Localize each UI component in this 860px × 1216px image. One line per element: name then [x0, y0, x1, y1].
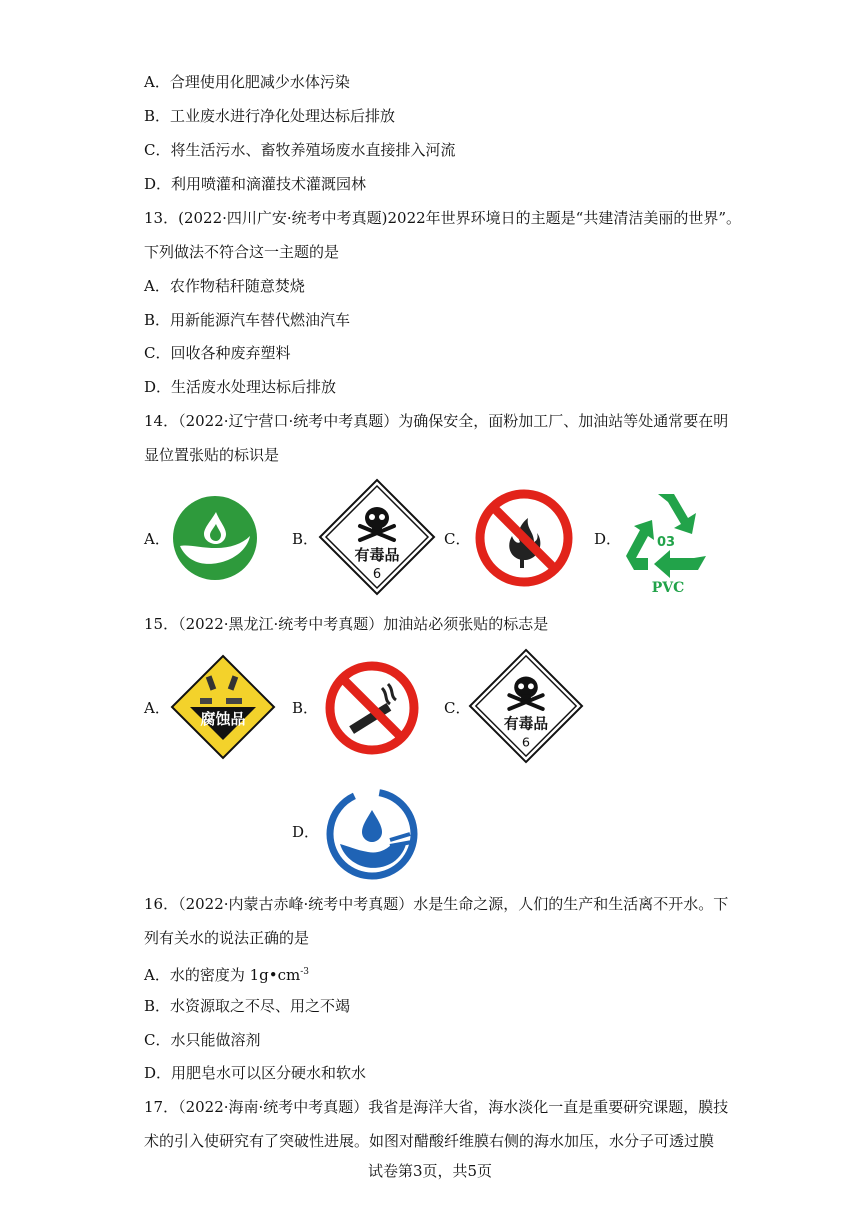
toxic-sign-text: 有毒品	[354, 546, 400, 564]
q16-option-a	[144, 962, 309, 985]
q15-label-b: B．	[292, 699, 319, 717]
q16-option-a-exponent: -3	[300, 967, 310, 977]
q17-stem-line2: 术的引入使研究有了突破性进展。如图对醋酸纤维膜右侧的海水加压，水分子可透过膜	[144, 1132, 715, 1150]
q12-option-d: D．利用喷灌和滴灌技术灌溉园林	[144, 175, 367, 193]
q14-stem-line1: 14．（2022·辽宁营口·统考中考真题）为确保安全，面粉加工厂、加油站等处通常要在明	[144, 412, 729, 430]
q12-option-c: C．将生活污水、畜牧养殖场废水直接排入河流	[144, 141, 456, 159]
q14-label-c: C．	[444, 530, 471, 548]
q13-option-a: A．农作物秸秆随意焚烧	[144, 277, 305, 295]
q13-stem-line1: 13．(2022·四川广安·统考中考真题)2022年世界环境日的主题是“共建清洁美丽的世界”。	[144, 209, 742, 227]
pvc-recycle-sign-icon	[618, 486, 714, 596]
q16-option-c: C．水只能做溶剂	[144, 1031, 261, 1049]
water-saving-sign-icon	[170, 494, 260, 582]
no-smoking-sign-icon	[324, 660, 420, 756]
no-open-flame-sign-icon	[474, 488, 574, 588]
q16-option-a-text: A．水的密度为 1g•cm	[144, 966, 301, 984]
q16-stem-line2: 列有关水的说法正确的是	[144, 929, 310, 947]
toxic-sign-number: 6	[372, 567, 382, 582]
q13-option-c: C．回收各种废弃塑料	[144, 344, 291, 362]
q12-option-b: B．工业废水进行净化处理达标后排放	[144, 107, 396, 125]
pvc-code: 03	[656, 535, 676, 550]
q15-label-d: D．	[292, 823, 320, 841]
q16-option-b: B．水资源取之不尽、用之不竭	[144, 997, 351, 1015]
q15-label-a: A．	[144, 699, 170, 717]
q13-option-d: D．生活废水处理达标后排放	[144, 378, 337, 396]
q17-stem-line1: 17．（2022·海南·统考中考真题）我省是海洋大省，海水淡化一直是重要研究课题，膜技	[144, 1098, 729, 1116]
q14-label-a: A．	[144, 530, 170, 548]
q13-option-b: B．用新能源汽车替代燃油汽车	[144, 311, 351, 329]
q16-stem-line1: 16．（2022·内蒙古赤峰·统考中考真题）水是生命之源，人们的生产和生活离不开水。下	[144, 895, 729, 913]
page-footer: 试卷第3页，共5页	[367, 1162, 493, 1180]
q16-option-d: D．用肥皂水可以区分硬水和软水	[144, 1064, 367, 1082]
q15-stem: 15．（2022·黑龙江·统考中考真题）加油站必须张贴的标志是	[144, 615, 549, 633]
toxic-sign-text: 有毒品	[503, 715, 549, 733]
pvc-text: PVC	[651, 580, 685, 596]
q14-label-b: B．	[292, 530, 319, 548]
q15-label-c: C．	[444, 699, 471, 717]
corrosive-sign-icon	[170, 654, 276, 760]
water-saving-hand-sign-icon	[326, 788, 418, 880]
q14-label-d: D．	[594, 530, 622, 548]
q12-option-a: A．合理使用化肥减少水体污染	[144, 73, 350, 91]
q14-stem-line2: 显位置张贴的标识是	[144, 446, 280, 464]
toxic-substance-sign-icon	[318, 478, 436, 596]
q13-stem-line2: 下列做法不符合这一主题的是	[144, 243, 340, 261]
corrosive-sign-text: 腐蚀品	[200, 710, 246, 728]
toxic-sign-number: 6	[521, 735, 531, 751]
toxic-substance-sign-icon	[468, 648, 584, 764]
